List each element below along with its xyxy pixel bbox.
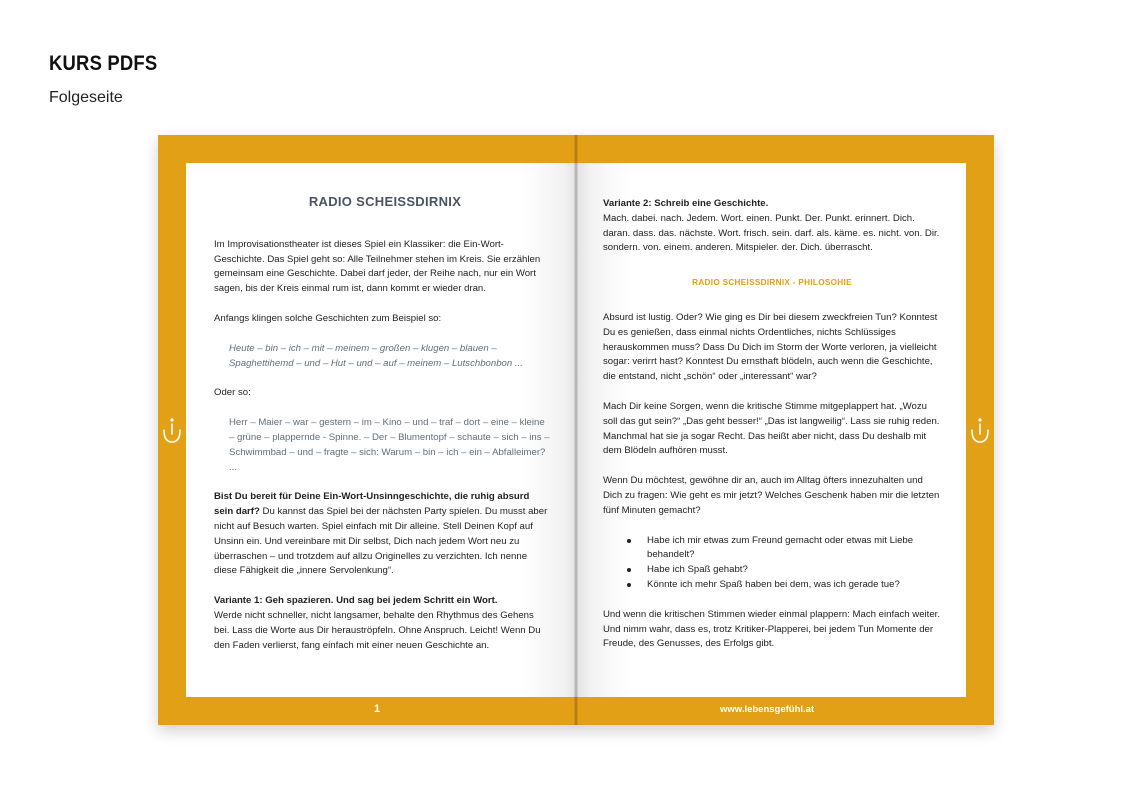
section-title: RADIO SCHEISSDIRNIX - PHILOSOHIE [692, 278, 852, 288]
philosophy-paragraph-4: Und wenn die kritischen Stimmen wieder einmal plappern: Mach einfach weiter. Und nimm wahr, dass es, trotz Kritiker-Plapperei, bei jedem Tun Momente der Freude, des Genusses, des Erfolgs gibt. [603, 608, 941, 650]
question-list [627, 534, 941, 593]
header-title: KURS PDFS [49, 52, 158, 75]
question-text: Du kannst das Spiel bei der nächsten Party spielen. Du musst aber nicht auf Besuch warten. Spiel einfach mit Dir alleine. Stell Deinen Kopf auf Unsinn ein. Und vereinbare mit Dir selbst, Dich nach jedem Wort neu zu überraschen – und trotzdem auf allzu Originelles zu verzichten. Ich nenne diese Fähigkeit die „innere Servolenkung“. [214, 506, 548, 577]
list-item: Habe ich mir etwas zum Freund gemacht oder etwas mit Liebe behandelt? [627, 534, 941, 564]
question-paragraph [214, 490, 550, 579]
list-item: Habe ich Spaß gehabt? [627, 563, 941, 578]
example-quote-1: Heute – bin – ich – mit – meinem – großen – klugen – blauen – Spaghettihemd – und – Hut – und – auf – meinem – Lutschbonbon ... [229, 342, 523, 369]
page-fold [574, 135, 578, 725]
smile-figure-icon [161, 416, 183, 446]
left-page [186, 163, 576, 697]
variant1-paragraph [214, 594, 550, 653]
list-item: Könnte ich mehr Spaß haben bei dem, was ich gerade tue? [627, 578, 941, 593]
variant1-text: Werde nicht schneller, nicht langsamer, behalte den Rhythmus des Gehens bei. Lass die Worte aus Dir herauströpfeln. Ohne Anspruch. Leicht! Wenn Du den Faden verlierst, fang einfach mit einer neuen Geschichte an. [214, 609, 541, 651]
right-page [576, 163, 966, 697]
variant2-title: Variante 2: Schreib eine Geschichte. [603, 198, 769, 209]
philosophy-paragraph-1: Absurd ist lustig. Oder? Wie ging es Dir bei diesem zweckfreien Tun? Konntest Du es genießen, dass einmal nichts Ordentliches, nichts Schlüssiges herauskommen muss? Dass Du Dich im Storm der Worte verloren, ja vielleicht sogar: verirrt hast? Konntest Du ernsthaft blödeln, auch wenn die Geschichte, die entstand, nicht „schön“ oder „interessant“ war? [603, 311, 938, 383]
left-page-content [214, 195, 550, 653]
philosophy-paragraph-3: Wenn Du möchtest, gewöhne dir an, auch im Alltag öfters innezuhalten und Dich zu fragen: Wie geht es mir jetzt? Welches Geschenk haben mir die letzten fünf Minuten gemacht? [603, 475, 940, 516]
footer-url[interactable]: www.lebensgefühl.at [720, 704, 815, 715]
page-title: RADIO SCHEISSDIRNIX [308, 194, 462, 209]
intro-paragraph: Im Improvisationstheater ist dieses Spiel ein Klassiker: die Ein-Wort-Geschichte. Das Spiel geht so: Alle Teilnehmer stehen im Kreis. Sie erzählen gemeinsam eine Geschichte. Dabei darf jeder, der Reihe nach, nur ein Wort sagen, bis der Kreis einmal rum ist, dann kommt er wieder dran. [214, 238, 541, 295]
variant1-title: Variante 1: Geh spazieren. Und sag bei jedem Schritt ein Wort. [214, 595, 498, 607]
header-subtitle: Folgeseite [49, 89, 123, 106]
variant2-paragraph [603, 197, 941, 256]
booklet-spread [158, 135, 994, 725]
philosophy-paragraph-2: Mach Dir keine Sorgen, wenn die kritische Stimme mitgeplappert hat. „Wozu soll das gut sein?“ „Das geht besser!“ „Das ist langweilig“. Lass sie ruhig reden. Manchmal hat sie ja sogar Recht. Das heißt aber nicht, dass Du deshalb mit dem Blödeln aufhören musst. [603, 400, 940, 457]
example-quote-2: Herr – Maier – war – gestern – im – Kino – und – traf – dort – eine – kleine – grüne – plappernde - Spinne. – Der – Blumentopf – schaute – sich – ins – Schwimmbad – und – fragte – sich: Warum – bin – ich – ein – Abfalleimer? ... [229, 417, 550, 473]
variant2-text: Mach. dabei. nach. Jedem. Wort. einen. Punkt. Der. Punkt. erinnert. Dich. daran. dass. das. nächste. Wort. frisch. sein. darf. als. käme. es. nicht. von. Dir. sondern. von. einem. anderen. Mitspieler. der. Dich. überrascht. [603, 212, 940, 254]
smile-figure-icon [969, 416, 991, 446]
question-lead: Bist Du bereit für Deine Ein-Wort-Unsinngeschichte, die ruhig absurd sein darf? [214, 491, 530, 518]
example-intro: Anfangs klingen solche Geschichten zum Beispiel so: [214, 312, 442, 324]
page-number: 1 [374, 703, 381, 715]
right-page-content [603, 197, 941, 667]
example2-intro: Oder so: [214, 387, 251, 399]
